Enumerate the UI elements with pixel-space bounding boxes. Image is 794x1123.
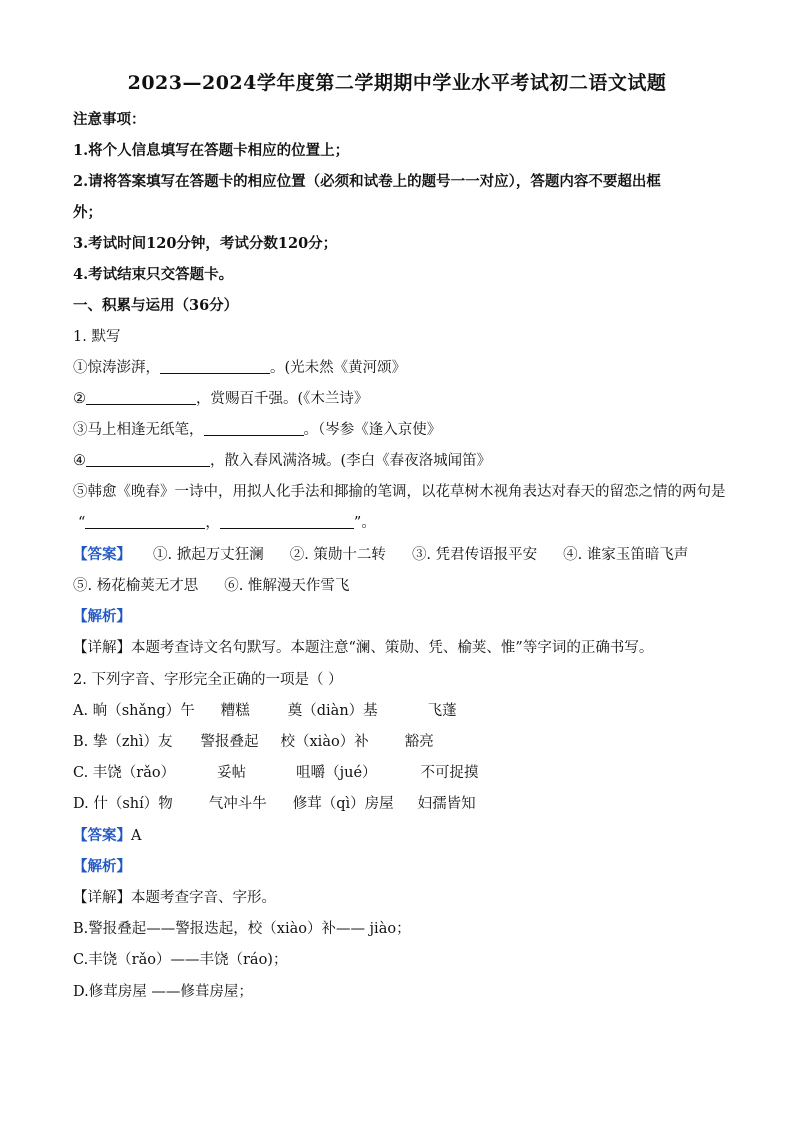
q1-line-2 — [73, 389, 368, 409]
detail-text: 本题考查诗文名句默写。本题注意“澜、策勋、凭、榆荚、惟”等字词的正确书写。 — [131, 640, 654, 656]
q2-option-c — [73, 763, 479, 783]
q1-line-4-text: ④ — [73, 453, 86, 469]
q1-detail — [73, 638, 653, 658]
notice-item-1: 1.将个人信息填写在答题卡相应的位置上； — [73, 142, 350, 159]
option-word: 气冲斗牛 — [208, 796, 267, 812]
answer-item: ③. 凭君传语报平安 — [411, 547, 538, 563]
option-word: 妇孺皆知 — [417, 796, 476, 812]
section-heading: 一、积累与运用（36分） — [73, 297, 239, 314]
option-word: 飞蓬 — [427, 703, 457, 719]
option-word: 校（xiào）补 — [280, 734, 369, 750]
analysis-tag: 【解析】 — [73, 608, 131, 625]
notice-item-4: 4.考试结束只交答题卡。 — [73, 266, 234, 283]
fill-blank — [86, 390, 196, 405]
q2-stem: 2. 下列字音、字形完全正确的一项是（ ） — [73, 672, 343, 688]
q2-option-b — [73, 732, 434, 752]
fill-blank — [160, 359, 270, 374]
answer-item: ②. 策勋十二转 — [289, 547, 386, 563]
q1-stem: 1. 默写 — [73, 329, 121, 345]
answer-item: ⑤. 杨花榆荚无才思 — [73, 578, 199, 594]
q2-answer — [73, 826, 141, 846]
answer-value: A — [131, 828, 142, 844]
q2-detail — [73, 888, 276, 908]
comma: ， — [205, 515, 220, 531]
answer-item: ①. 掀起万丈狂澜 — [153, 547, 264, 563]
q2-option-d — [73, 794, 476, 814]
option-word: 豁亮 — [404, 734, 434, 750]
quote-close: ”。 — [353, 515, 376, 531]
q1-line-1 — [73, 358, 406, 378]
q1-line-3-text: ③马上相逢无纸笔， — [73, 422, 204, 438]
fill-blank — [204, 421, 304, 436]
fill-blank — [86, 452, 210, 467]
q1-line-3-source: 。（岑参《逢入京使》 — [303, 422, 442, 438]
q1-line-4 — [73, 451, 491, 471]
answer-item: ⑥. 惟解漫天作雪飞 — [224, 578, 350, 594]
option-word: A. 晌（shǎng）午 — [73, 703, 195, 719]
q1-answer-row-1 — [73, 545, 688, 565]
quote-open: “ — [78, 515, 86, 531]
detail-tag: 【详解】 — [73, 890, 131, 906]
q1-answer-row-2 — [73, 576, 349, 596]
fill-blank — [220, 514, 354, 529]
q1-line-1-text: ①惊涛澎湃， — [73, 360, 160, 376]
option-word: C. 丰饶（rǎo） — [73, 765, 176, 781]
answer-tag: 【答案】 — [73, 546, 131, 563]
answer-item: ④. 谁家玉笛暗飞声 — [563, 547, 689, 563]
detail-tag: 【详解】 — [73, 640, 131, 656]
option-word: 咀嚼（jué） — [296, 765, 377, 781]
notice-item-2: 2.请将答案填写在答题卡的相应位置（必须和试卷上的题号一一对应），答题内容不要超出框 — [73, 173, 661, 190]
option-word: D. 什（shí）物 — [73, 796, 173, 812]
option-word: 不可捉摸 — [420, 765, 479, 781]
q1-line-1-source: 。(光未然《黄河颂》 — [270, 360, 407, 376]
notice-item-3: 3.考试时间120分钟，考试分数120分； — [73, 235, 338, 252]
q1-line-2-text: ② — [73, 391, 86, 407]
notice-heading: 注意事项： — [73, 111, 146, 128]
fill-blank — [85, 514, 205, 529]
option-word: 奠（diàn）基 — [287, 703, 378, 719]
page-title: 2023—2024学年度第二学期期中学业水平考试初二语文试题 — [127, 72, 667, 94]
answer-tag: 【答案】 — [73, 827, 131, 844]
option-word: 糟糕 — [220, 703, 250, 719]
q1-line-2-source: ，赏赐百千强。(《木兰诗》 — [196, 391, 369, 407]
option-word: 警报叠起 — [200, 734, 259, 750]
option-word: 妥帖 — [217, 765, 247, 781]
notice-item-2-cont: 外； — [73, 204, 102, 221]
option-word: B. 挚（zhì）友 — [73, 734, 173, 750]
q1-line-4-source: ，散入春风满洛城。(李白《春夜洛城闻笛》 — [210, 453, 492, 469]
q1-line-3 — [73, 420, 441, 440]
q2-detail-c: C.丰饶（rǎo）——丰饶（ráo)； — [73, 952, 288, 968]
q1-line-6 — [78, 513, 376, 533]
q2-detail-b: B.警报叠起——警报迭起，校（xiào）补—— jiào； — [73, 921, 411, 937]
q2-option-a — [73, 701, 457, 721]
analysis-tag: 【解析】 — [73, 858, 131, 875]
q1-line-5: ⑤韩愈《晚春》一诗中，用拟人化手法和揶揄的笔调，以花草树木视角表达对春天的留恋之情的两句是 — [73, 484, 726, 500]
detail-text: 本题考查字音、字形。 — [131, 890, 276, 906]
q2-detail-d: D.修茸房屋 ——修葺房屋； — [73, 984, 253, 1000]
option-word: 修茸（qì）房屋 — [292, 796, 394, 812]
